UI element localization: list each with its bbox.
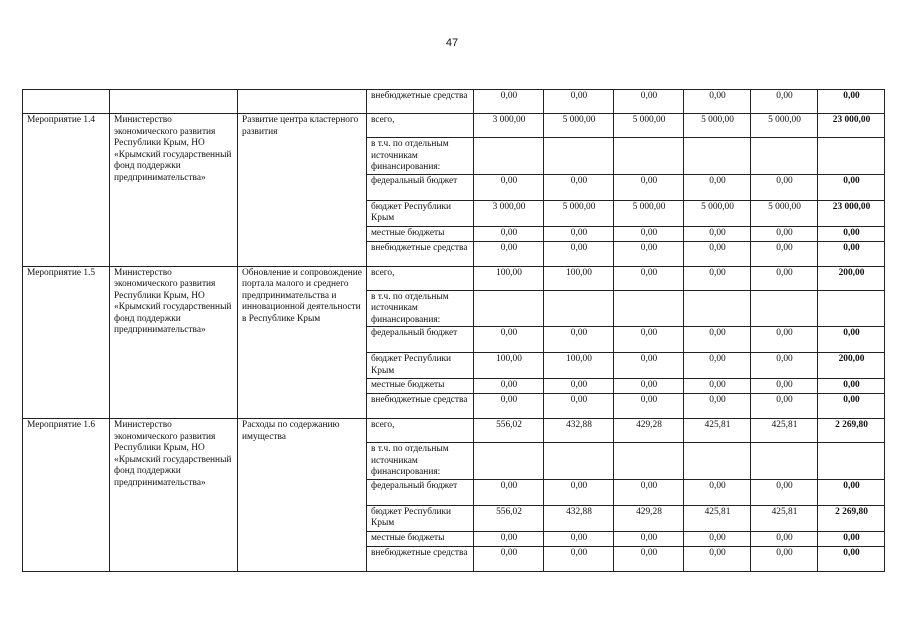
year-value-cell: [614, 138, 684, 175]
year-value-cell: 0,00: [684, 90, 751, 114]
year-value-cell: 5 000,00: [751, 200, 818, 226]
year-value-cell: 0,00: [544, 226, 614, 241]
year-value-cell: [544, 443, 614, 480]
year-value-cell: 5 000,00: [614, 114, 684, 138]
year-value-cell: [614, 290, 684, 327]
year-value-cell: [474, 290, 544, 327]
year-value-cell: 0,00: [684, 531, 751, 546]
page-number: 47: [445, 37, 459, 49]
year-value-cell: 0,00: [751, 266, 818, 290]
year-value-cell: 0,00: [751, 174, 818, 200]
year-value-cell: 0,00: [751, 531, 818, 546]
year-value-cell: 429,28: [614, 505, 684, 531]
year-value-cell: [751, 138, 818, 175]
total-value-cell: 0,00: [818, 174, 885, 200]
table-row: [23, 266, 885, 290]
year-value-cell: 425,81: [684, 505, 751, 531]
year-value-cell: 425,81: [684, 419, 751, 443]
year-value-cell: 0,00: [614, 90, 684, 114]
executor-cell: Министерство экономического развития Республики Крым, НО «Крымский государственный фонд поддержки предпринимательства»: [110, 114, 238, 267]
year-value-cell: 0,00: [474, 379, 544, 394]
year-value-cell: [751, 443, 818, 480]
year-value-cell: 0,00: [684, 546, 751, 571]
year-value-cell: 0,00: [474, 241, 544, 266]
year-value-cell: 5 000,00: [684, 200, 751, 226]
year-value-cell: 0,00: [751, 226, 818, 241]
year-value-cell: 0,00: [544, 90, 614, 114]
total-value-cell: 0,00: [818, 479, 885, 505]
source-label-cell: местные бюджеты: [367, 226, 474, 241]
executor-cell: [110, 90, 238, 114]
total-value-cell: 2 269,80: [818, 419, 885, 443]
event-cell: Мероприятие 1.6: [23, 419, 110, 572]
executor-cell: Министерство экономического развития Республики Крым, НО «Крымский государственный фонд поддержки предпринимательства»: [110, 419, 238, 572]
year-value-cell: [684, 443, 751, 480]
source-label-cell: федеральный бюджет: [367, 174, 474, 200]
year-value-cell: 432,88: [544, 419, 614, 443]
year-value-cell: 0,00: [474, 479, 544, 505]
year-value-cell: 0,00: [544, 479, 614, 505]
year-value-cell: 0,00: [684, 394, 751, 419]
total-value-cell: 200,00: [818, 353, 885, 379]
event-cell: Мероприятие 1.4: [23, 114, 110, 267]
year-value-cell: 100,00: [544, 353, 614, 379]
total-value-cell: [818, 138, 885, 175]
budget-table: [22, 89, 885, 572]
source-label-cell: внебюджетные средства: [367, 241, 474, 266]
event-cell: [23, 90, 110, 114]
year-value-cell: 3 000,00: [474, 114, 544, 138]
year-value-cell: 100,00: [474, 266, 544, 290]
table-row: [23, 419, 885, 443]
total-value-cell: 0,00: [818, 546, 885, 571]
year-value-cell: 100,00: [544, 266, 614, 290]
year-value-cell: 0,00: [751, 327, 818, 353]
year-value-cell: 432,88: [544, 505, 614, 531]
year-value-cell: 0,00: [614, 546, 684, 571]
source-label-cell: бюджет Республики Крым: [367, 505, 474, 531]
total-value-cell: 0,00: [818, 327, 885, 353]
year-value-cell: 0,00: [614, 479, 684, 505]
year-value-cell: 0,00: [751, 394, 818, 419]
year-value-cell: 0,00: [544, 241, 614, 266]
year-value-cell: 0,00: [751, 353, 818, 379]
total-value-cell: 0,00: [818, 241, 885, 266]
year-value-cell: [751, 290, 818, 327]
description-cell: Обновление и сопровождение портала малого и среднего предпринимательства и инновационной деятельности в Республике Крым: [238, 266, 367, 419]
year-value-cell: 0,00: [684, 174, 751, 200]
year-value-cell: 0,00: [474, 531, 544, 546]
total-value-cell: 0,00: [818, 90, 885, 114]
year-value-cell: 0,00: [614, 226, 684, 241]
year-value-cell: 0,00: [474, 90, 544, 114]
total-value-cell: 0,00: [818, 379, 885, 394]
year-value-cell: 556,02: [474, 419, 544, 443]
description-cell: [238, 90, 367, 114]
year-value-cell: 0,00: [751, 379, 818, 394]
source-label-cell: местные бюджеты: [367, 531, 474, 546]
year-value-cell: 0,00: [751, 546, 818, 571]
total-value-cell: 200,00: [818, 266, 885, 290]
description-cell: Расходы по содержанию имущества: [238, 419, 367, 572]
source-label-cell: внебюджетные средства: [367, 394, 474, 419]
year-value-cell: 0,00: [544, 379, 614, 394]
year-value-cell: 556,02: [474, 505, 544, 531]
year-value-cell: [474, 138, 544, 175]
year-value-cell: 5 000,00: [544, 200, 614, 226]
year-value-cell: 5 000,00: [751, 114, 818, 138]
source-label-cell: всего,: [367, 114, 474, 138]
budget-body: [23, 90, 885, 572]
year-value-cell: 0,00: [544, 546, 614, 571]
table-row: [23, 90, 885, 114]
year-value-cell: 0,00: [544, 394, 614, 419]
year-value-cell: 0,00: [684, 327, 751, 353]
source-label-cell: федеральный бюджет: [367, 327, 474, 353]
year-value-cell: 0,00: [684, 479, 751, 505]
year-value-cell: 5 000,00: [684, 114, 751, 138]
year-value-cell: [544, 290, 614, 327]
year-value-cell: 0,00: [544, 531, 614, 546]
year-value-cell: 0,00: [684, 226, 751, 241]
event-cell: Мероприятие 1.5: [23, 266, 110, 419]
year-value-cell: 0,00: [684, 379, 751, 394]
year-value-cell: 0,00: [684, 353, 751, 379]
year-value-cell: 0,00: [614, 266, 684, 290]
total-value-cell: [818, 443, 885, 480]
year-value-cell: 425,81: [751, 419, 818, 443]
year-value-cell: 0,00: [474, 394, 544, 419]
year-value-cell: 0,00: [684, 241, 751, 266]
year-value-cell: 0,00: [474, 174, 544, 200]
year-value-cell: 429,28: [614, 419, 684, 443]
source-label-cell: в т.ч. по отдельным источникам финансирования:: [367, 443, 474, 480]
year-value-cell: 0,00: [614, 327, 684, 353]
source-label-cell: всего,: [367, 266, 474, 290]
year-value-cell: [614, 443, 684, 480]
year-value-cell: 0,00: [751, 241, 818, 266]
description-cell: Развитие центра кластерного развития: [238, 114, 367, 267]
year-value-cell: 0,00: [614, 394, 684, 419]
year-value-cell: 5 000,00: [614, 200, 684, 226]
year-value-cell: 0,00: [544, 174, 614, 200]
total-value-cell: 23 000,00: [818, 200, 885, 226]
year-value-cell: [474, 443, 544, 480]
source-label-cell: всего,: [367, 419, 474, 443]
source-label-cell: в т.ч. по отдельным источникам финансирования:: [367, 290, 474, 327]
year-value-cell: 0,00: [474, 226, 544, 241]
year-value-cell: [544, 138, 614, 175]
year-value-cell: 0,00: [684, 266, 751, 290]
year-value-cell: 0,00: [751, 90, 818, 114]
total-value-cell: 23 000,00: [818, 114, 885, 138]
total-value-cell: 0,00: [818, 226, 885, 241]
table-row: [23, 114, 885, 138]
year-value-cell: 5 000,00: [544, 114, 614, 138]
year-value-cell: 0,00: [614, 241, 684, 266]
year-value-cell: [684, 138, 751, 175]
year-value-cell: [684, 290, 751, 327]
year-value-cell: 0,00: [751, 479, 818, 505]
source-label-cell: в т.ч. по отдельным источникам финансирования:: [367, 138, 474, 175]
year-value-cell: 0,00: [474, 327, 544, 353]
total-value-cell: [818, 290, 885, 327]
source-label-cell: бюджет Республики Крым: [367, 353, 474, 379]
year-value-cell: 0,00: [474, 546, 544, 571]
year-value-cell: 3 000,00: [474, 200, 544, 226]
year-value-cell: 0,00: [614, 174, 684, 200]
year-value-cell: 0,00: [614, 379, 684, 394]
total-value-cell: 2 269,80: [818, 505, 885, 531]
executor-cell: Министерство экономического развития Республики Крым, НО «Крымский государственный фонд поддержки предпринимательства»: [110, 266, 238, 419]
year-value-cell: 100,00: [474, 353, 544, 379]
source-label-cell: местные бюджеты: [367, 379, 474, 394]
total-value-cell: 0,00: [818, 531, 885, 546]
source-label-cell: внебюджетные средства: [367, 546, 474, 571]
source-label-cell: федеральный бюджет: [367, 479, 474, 505]
total-value-cell: 0,00: [818, 394, 885, 419]
year-value-cell: 0,00: [614, 353, 684, 379]
year-value-cell: 425,81: [751, 505, 818, 531]
source-label-cell: внебюджетные средства: [367, 90, 474, 114]
year-value-cell: 0,00: [614, 531, 684, 546]
source-label-cell: бюджет Республики Крым: [367, 200, 474, 226]
year-value-cell: 0,00: [544, 327, 614, 353]
